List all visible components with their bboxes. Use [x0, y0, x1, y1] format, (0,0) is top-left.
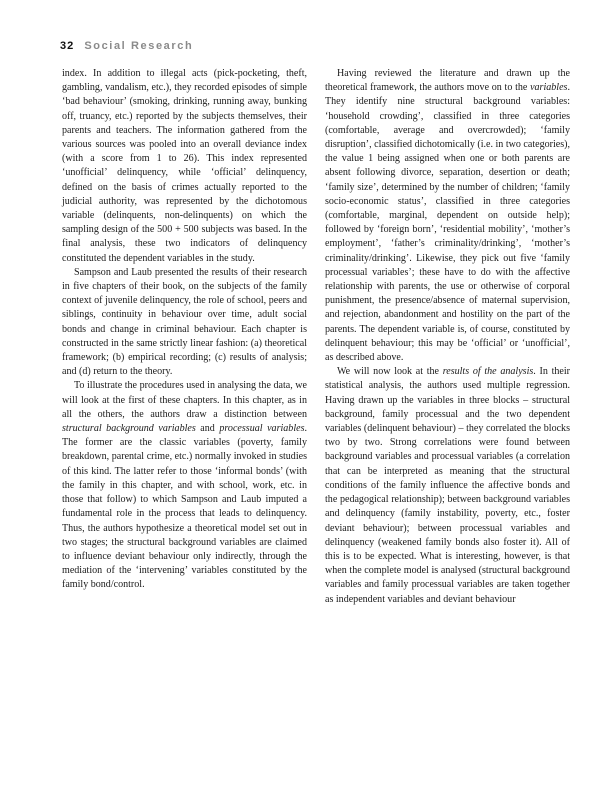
left-column: [62, 67, 307, 593]
text-run: We will now look at the: [337, 366, 443, 378]
right-column: [325, 67, 570, 607]
emphasis-structural-background-variables: structural background variables: [62, 423, 196, 435]
running-title: Social Research: [84, 40, 194, 52]
text-run: Having reviewed the literature and drawn up the theoretical framework, the authors move on to the: [325, 68, 570, 94]
emphasis-results-of-analysis: results of the analysis: [442, 366, 534, 378]
text-run: . They identify nine structural background variables: ‘household crowding’, classified in three categories (comfortable, average and overcrowded); ‘family disruption’, classified dichotomically (i.e. in two categories), the value 1 being assigned when one or both parents are absent following divorce, separation, desertion or death; ‘family size’, determined by the number of children; ‘family socio-economic status’, classified in three categories (comfortable, marginal, dependent on outside help); followed by ‘foreign born’, ‘residential mobility’, ‘mother’s employment’, ‘father’s criminality/drinking’, ‘mother’s criminality/drinking’. Likewise, they pick out five ‘family processual variables’; these have to do with the affective relationship with parents, the use or otherwise of corporal punishment, the presence/absence of maternal supervision, and rejection, abandonment and hostility on the part of the parents. The dependent variable is, of course, constituted by delinquent behaviour; this may be ‘official’ or ‘unofficial’, as described above.: [325, 82, 570, 364]
text-run: To illustrate the procedures used in analysing the data, we will look at the first of these chapters. In this chapter, as in all the others, the authors draw a distinction between: [62, 380, 307, 420]
paragraph-index-continuation: index. In addition to illegal acts (pick-pocketing, theft, gambling, vandalism, etc.), they recorded episodes of simple ‘bad behaviour’ (smoking, drinking, running away, bunking off, truancy, etc.) reported by the subjects themselves, their parents and teachers. The information gathered from the various sources was pooled into an overall deviance index (with a score from 1 to 26). This index represented ‘unofficial’ delinquency, while ‘official’ delinquency, defined on the basis of crimes actually reported to the judicial authority, was represented by the dichotomous variable (delinquents, non-delinquents) on which the sampling design of the 500 + 500 subjects was based. In the final analysis, these two indicators of delinquency constituted the dependent variables in the study.: [62, 68, 307, 264]
paragraph-procedures: [62, 379, 307, 592]
emphasis-processual-variables: processual variables: [219, 423, 305, 435]
paragraph-variables: [325, 67, 570, 365]
text-run: and: [195, 423, 220, 435]
running-head: [60, 40, 193, 52]
paragraph-results-of-analysis: [325, 365, 570, 606]
text-run: . The former are the classic variables (poverty, family breakdown, parental crime, etc.) normally invoked in studies of this kind. The latter refer to those ‘informal bonds’ (with the family in this chapter, and with school, work, etc. in those that follow) to which Sampson and Laub imputed a fundamental role in the process that leads to delinquency. Thus, the authors hypothesize a theoretical model set out in two stages; the structural background variables are claimed to influence deviant behaviour only indirectly, through the mediation of the ‘intervening’ variables constituted by the family bond/control.: [62, 423, 307, 591]
emphasis-variables: variables: [530, 82, 568, 94]
paragraph-sampson-laub-results: Sampson and Laub presented the results of their research in five chapters of their book, on the subjects of the family context of juvenile delinquency, the role of school, peers and siblings, continuity in behaviour over time, adult social bonds and change in criminal behaviour. Each chapter is constructed in the same strictly linear fashion: (a) theoretical framework; (b) empirical recording; (c) results of analysis; and (d) return to the theory.: [62, 266, 307, 378]
page-number: 32: [60, 40, 75, 52]
text-run: . In their statistical analysis, the authors used multiple regression. Having drawn up the variables in three blocks – structural background, family processual and the two dependent variables (delinquent behaviour) – they correlated the blocks two by two. Strong correlations were found between background variables and processual variables (a correlation that can be interpreted as meaning that the structural conditions of the family influence the affective bonds and the pedagogical relationship); between background variables and delinquency (family instability, poverty, etc., foster deviant behaviour); between processual variables and delinquency (weakened family bonds also foster it). All of this is to be expected. What is interesting, however, is that when the complete model is analysed (structural background variables and family processual variables are taken together as independent variables and deviant behaviour: [325, 366, 570, 605]
